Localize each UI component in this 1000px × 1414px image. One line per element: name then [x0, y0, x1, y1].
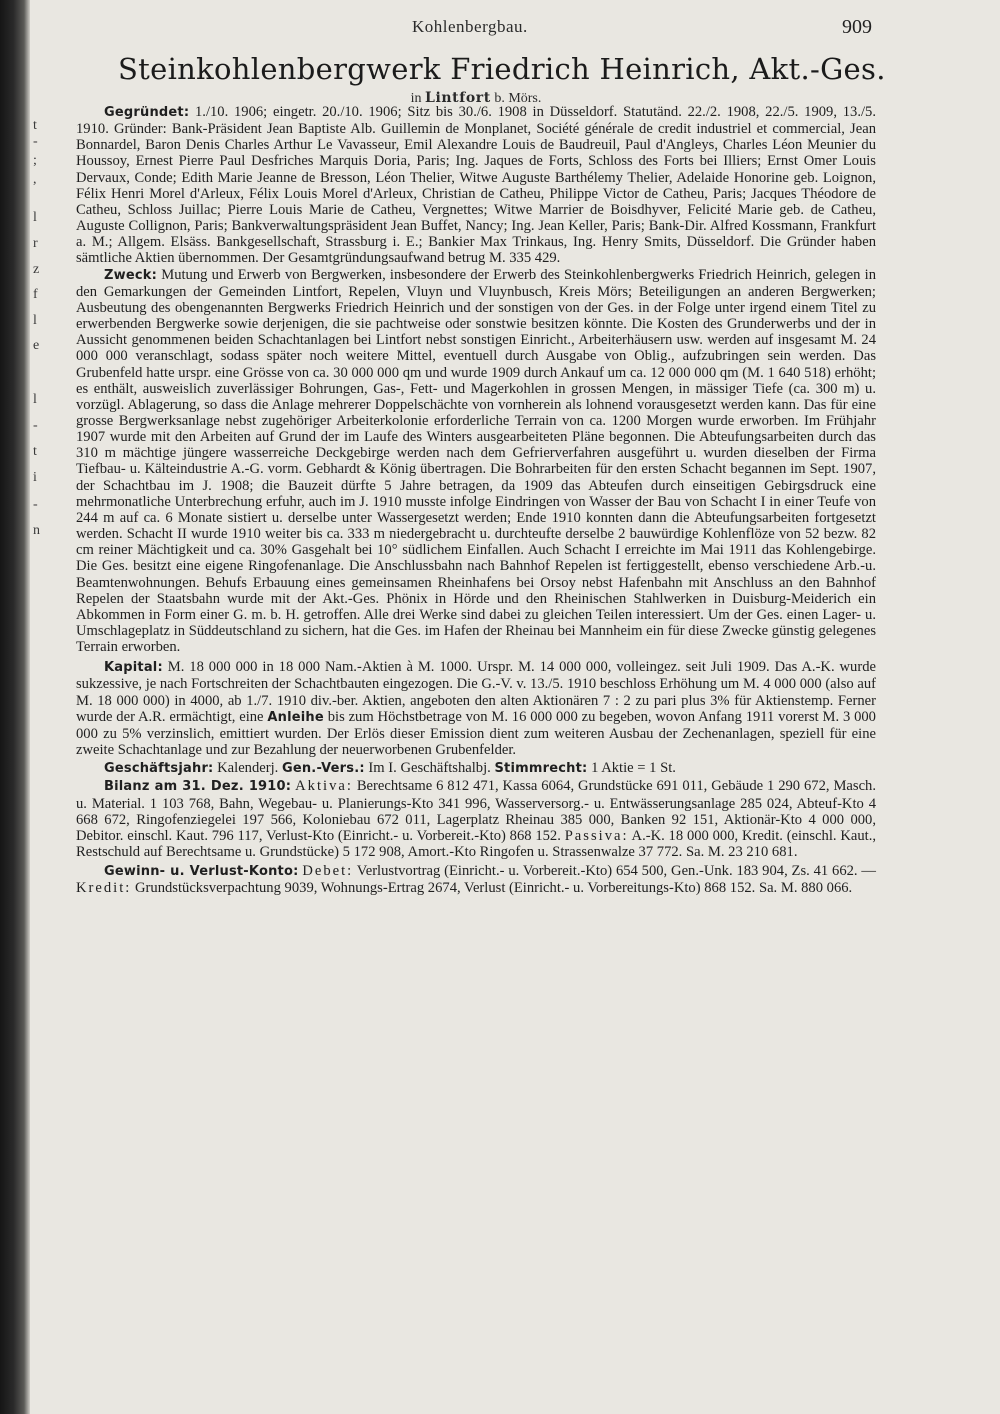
margin-mark: z: [33, 262, 40, 277]
section-label: Bilanz am 31. Dez. 1910:: [104, 779, 292, 795]
margin-mark: t: [33, 444, 37, 459]
margin-mark: i: [33, 470, 37, 485]
stimmrecht-value: 1 Aktie = 1 St.: [591, 760, 676, 777]
margin-mark: -: [33, 418, 38, 433]
passiva-text: A.-K. 18 000 000, Kredit. (einschl. Kaut., Restschuld auf Berechtsame u. Grundstücke) 5 172 908, Amort.-Kto Ringofen u. Strassenwalze 37 772. Sa. M. 23 210 681.: [76, 827, 877, 861]
section-kapital: [76, 659, 876, 758]
margin-mark: ,: [33, 172, 37, 187]
book-binding-shadow: [0, 0, 30, 1414]
section-text: Kalenderj.: [217, 760, 279, 777]
section-bilanz: [76, 778, 876, 860]
margin-mark: l: [33, 210, 37, 225]
margin-mark: l: [33, 392, 37, 407]
section-geschaeftsjahr: [76, 760, 876, 777]
margin-mark: -: [33, 497, 38, 512]
anleihe-label: Anleihe: [267, 709, 324, 725]
margin-mark: -: [33, 134, 38, 149]
section-gewinn-verlust: [76, 863, 876, 896]
passiva-label: Passiva:: [564, 827, 629, 844]
page-number: 909: [842, 16, 872, 38]
section-text: 1./10. 1906; eingetr. 20./10. 1906; Sitz bis 30./6. 1908 in Düsseldorf. Statutänd. 22./2. 1908, 22./5. 1909, 13./5. 1910. Gründer: Bank-Präsident Jean Baptiste Alb. Guillemin de Monplanet, Société générale de credit industriel et commercial, Jean Bonnardel, Baron Denis Charles Arthur Le Vavasseur, Emil Alexandre Louis de Baudreuil, Paul d'Angleys, Charles Léon Meunier du Houssoy, Ernest Pierre Paul Desfriches Marquis Doria, Paris; Ing. Jaques de Forts, Schloss des Forts bei Illiers; Ernst Omer Louis Dervaux, Conde; Edith Marie Jeanne de Bresson, Léon Thelier, Witwe Auguste Barthélemy Thelier, Adelaide Honorine geb. Loignon, Félix Henri Morel d'Arleux, Félix Louis Morel d'Arleux, Christian de Catheu, Philippe Victor de Catheu, Paris; Jacques Théodore de Catheu, Schloss Juillac; Pierre Louis Marie de Catheu, Vergnettes; Witwe Marrier de Boisdhyver, Felicité Marie geb. de Catheu, Auguste Collignon, Paris; Bankverwaltungspräsident Jean Buffet, Nancy; Ing. Jean Keller, Paris; Bank-Dir. Alfred Kossmann, Frankfurt a. M.; Allgem. Elsäss. Bankgesellschaft, Strassburg i. E.; Bankier Max Trinkaus, Ing. Henry Smits, Düsseldorf. Die Gründer haben sämtliche Aktien übernommen. Der Gesamtgründungsaufwand betrug M. 335 429.: [76, 104, 876, 267]
margin-mark: e: [33, 338, 40, 353]
aktiva-text: Berechtsame 6 812 471, Kassa 6064, Grundstücke 691 011, Gebäude 1 290 672, Masch. u. Material. 1 103 768, Bahn, Wegebau- u. Planierungs-Kto 341 996, Wasserversorg.- u. Entwässerungsanlage 285 024, Abteuf-Kto 4 668 672, Ringofenziegelei 197 566, Koloniebau 672 011, Lagerplatz Rheinau 385 000, Banken 92 151, Aktionär-Kto 4 000 000, Debitor. einschl. Kaut. 796 117, Verlust-Kto (Einricht.- u. Vorbereit.-Kto) 868 152.: [76, 778, 877, 844]
document-page: [72, 0, 886, 1414]
debet-text: Verlustvortrag (Einricht.- u. Vorbereit.-Kto) 654 500, Gen.-Unk. 183 904, Zs. 41 662. —: [356, 863, 876, 880]
margin-mark: n: [33, 523, 40, 538]
margin-mark: ;: [33, 153, 37, 168]
kredit-label: Kredit:: [76, 880, 132, 897]
debet-label: Debet:: [302, 863, 354, 880]
margin-mark: t: [33, 118, 37, 133]
section-label: Gegründet:: [104, 105, 190, 120]
section-text: bis zum Höchstbetrage von M. 16 000 000 zu begeben, wovon Anfang 1911 vorerst M. 3 000 000 zu 5% verzinslich, emittiert wurden. Der Erlös dieser Emission dient zum weiteren Ausbau der Zechenanlagen, speziell für eine zweite Schachtanlage und zur Bezahlung der neuerworbenen Grubenfelder.: [76, 708, 876, 759]
section-label: Geschäftsjahr:: [104, 761, 214, 777]
section-label: Gewinn- u. Verlust-Konto:: [104, 864, 299, 880]
section-label: Zweck:: [104, 267, 158, 283]
section-zweck: [76, 267, 876, 656]
left-margin-bleed: [31, 0, 65, 1414]
subtitle-place: Lintfort: [425, 90, 491, 106]
kredit-text: Grundstücksverpachtung 9039, Wohnungs-Ertrag 2674, Verlust (Einricht.- u. Vorbereitungs-Kto) 868 152. Sa. M. 880 066.: [135, 880, 853, 897]
margin-mark: r: [33, 236, 38, 251]
gen-vers-label: Gen.-Vers.:: [281, 761, 365, 777]
section-label: Kapital:: [104, 660, 163, 676]
aktiva-label: Aktiva:: [295, 778, 353, 795]
running-head: Kohlenbergbau.: [412, 17, 528, 36]
section-text: M. 18 000 000 in 18 000 Nam.-Aktien à M. 1000. Urspr. M. 14 000 000, volleingez. seit Juli 1909. Das A.-K. wurde sukzessive, je nach Fortschreiten der Schachtbauten eingezogen. Die G.-V. v. 13./5. 1910 beschloss Erhöhung um M. 4 000 000 (also auf M. 18 000 000) in 4000, ab 1./7. 1910 div.-ber. Aktien, angeboten den alten Aktionären 7 : 2 zu pari plus 3% für Aktienstemp. Ferner wurde der A.R. ermächtigt, eine: [76, 659, 876, 725]
section-gegruendet: [76, 104, 876, 267]
page-title: Steinkohlenbergwerk Friedrich Heinrich, Akt.-Ges.: [118, 52, 886, 86]
margin-mark: f: [33, 287, 38, 302]
subtitle-suffix: b. Mörs.: [494, 91, 542, 106]
gen-vers-value: Im I. Geschäftshalbj.: [368, 760, 491, 777]
subtitle-prefix: in: [410, 91, 422, 106]
stimmrecht-label: Stimmrecht:: [494, 761, 588, 777]
margin-mark: l: [33, 313, 37, 328]
document-body: [76, 104, 876, 897]
section-text: Mutung und Erwerb von Bergwerken, insbesondere der Erwerb des Steinkohlenbergwerks Friedrich Heinrich, gelegen in den Gemarkungen der Gemeinden Lintfort, Repelen, Vluyn und Vluynbusch, Kreis Mörs; Beteiligungen an anderen Bergwerken; Ausbeutung des obengenannten Bergwerks Friedrich Heinrich und der sonstigen von der Ges. in der Folge unter irgend einem Titel zu erwerbenden Bergwerke sowie derjenigen, die sie pachtweise oder sonstwie besitzen könnte. Die Kosten des Grunderwerbs und der in Aussicht genommenen beiden Schachtanlagen bei Lintfort nebst sonstigen Einricht., Arbeiterhäusern usw. werden auf insgesamt M. 24 000 000 veranschlagt, sodass später noch weitere Mittel, eventuell durch Ausgabe von Oblig., aufzubringen sein werden. Das Grubenfeld hatte urspr. eine Grösse von ca. 30 000 000 qm und wurde 1909 durch Ankauf um ca. 12 000 000 qm (M. 1 640 518) erhöht; es enthält, ausweislich zuverlässiger Bohrungen, Gas-, Fett- und Magerkohlen in grossen Mengen, in mässiger Tiefe (ca. 300 m) u. vorzügl. Ablagerung, so dass die Anlage mehrerer Doppelschächte von vornherein als lohnend vorausgesetzt werden kann. Das für eine grosse Bergwerksanlage nebst zugehöriger Arbeiterkolonie erforderliche Terrain von ca. 1200 Morgen wurde erworben. Im Frühjahr 1907 wurde mit den Arbeiten auf Grund der im Laufe des Winters ausgearbeiteten Pläne begonnen. Die Abteufungsarbeiten durch das 310 m mächtige jüngere wasserreiche Deckgebirge werden nach dem Gefrierverfahren ausgeführt u. wurden dieselben der Firma Tiefbau- u. Kälteindustrie A.-G. vorm. Gebhardt & König übertragen. Die Bohrarbeiten für den ersten Schacht begannen im Sept. 1907, der Schachtbau im J. 1908; die Bauzeit dürfte 5 Jahre betragen, da 1909 das Abteufen durch einseitigen Gebirgsdruck eine mehrmonatliche Unterbrechung erfuhr, auch im J. 1910 musste infolge Eindringen von Wasser der Bau von Schacht I in einer Teufe von 244 m auf ca. 6 Monate sistiert u. derselbe unter Wassergesetzt werden; Ende 1910 konnten dann die Abteufungsarbeiten fortgesetzt werden. Schacht II wurde 1910 weiter bis ca. 333 m niedergebracht u. durchteufte derselbe 2 bauwürdige Kohlenflöze von 52 bezw. 82 cm reiner Mächtigkeit und ca. 30% Gasgehalt bei 10° südlichem Einfallen. Auch Schacht I erreichte im Mai 1911 das Kohlengebirge. Die Ges. besitzt eine eigene Ringofenanlage. Die Anschlussbahn nach Bahnhof Repelen ist fertiggestellt, ebenso verschiedene Arb.-u. Beamtenwohnungen. Behufs Erbauung eines gemeinsamen Rheinhafens bei Orsoy nebst Hafenbahn mit Anschluss an den Bahnhof Repelen der Staatsbahn wurde mit der Akt.-Ges. Phönix in Hörde und den Rheinischen Stahlwerken in Duisburg-Meiderich ein Abkommen in Form einer G. m. b. H. getroffen. Alle drei Werke sind dabei zu gleichen Teilen interessiert. Um der Ges. einen Lager- u. Umschlageplatz in Süddeutschland zu sichern, hat die Ges. im Hafen der Rheinau bei Mannheim ein für diese Zwecke günstig gelegenes Terrain erworben.: [76, 266, 876, 656]
